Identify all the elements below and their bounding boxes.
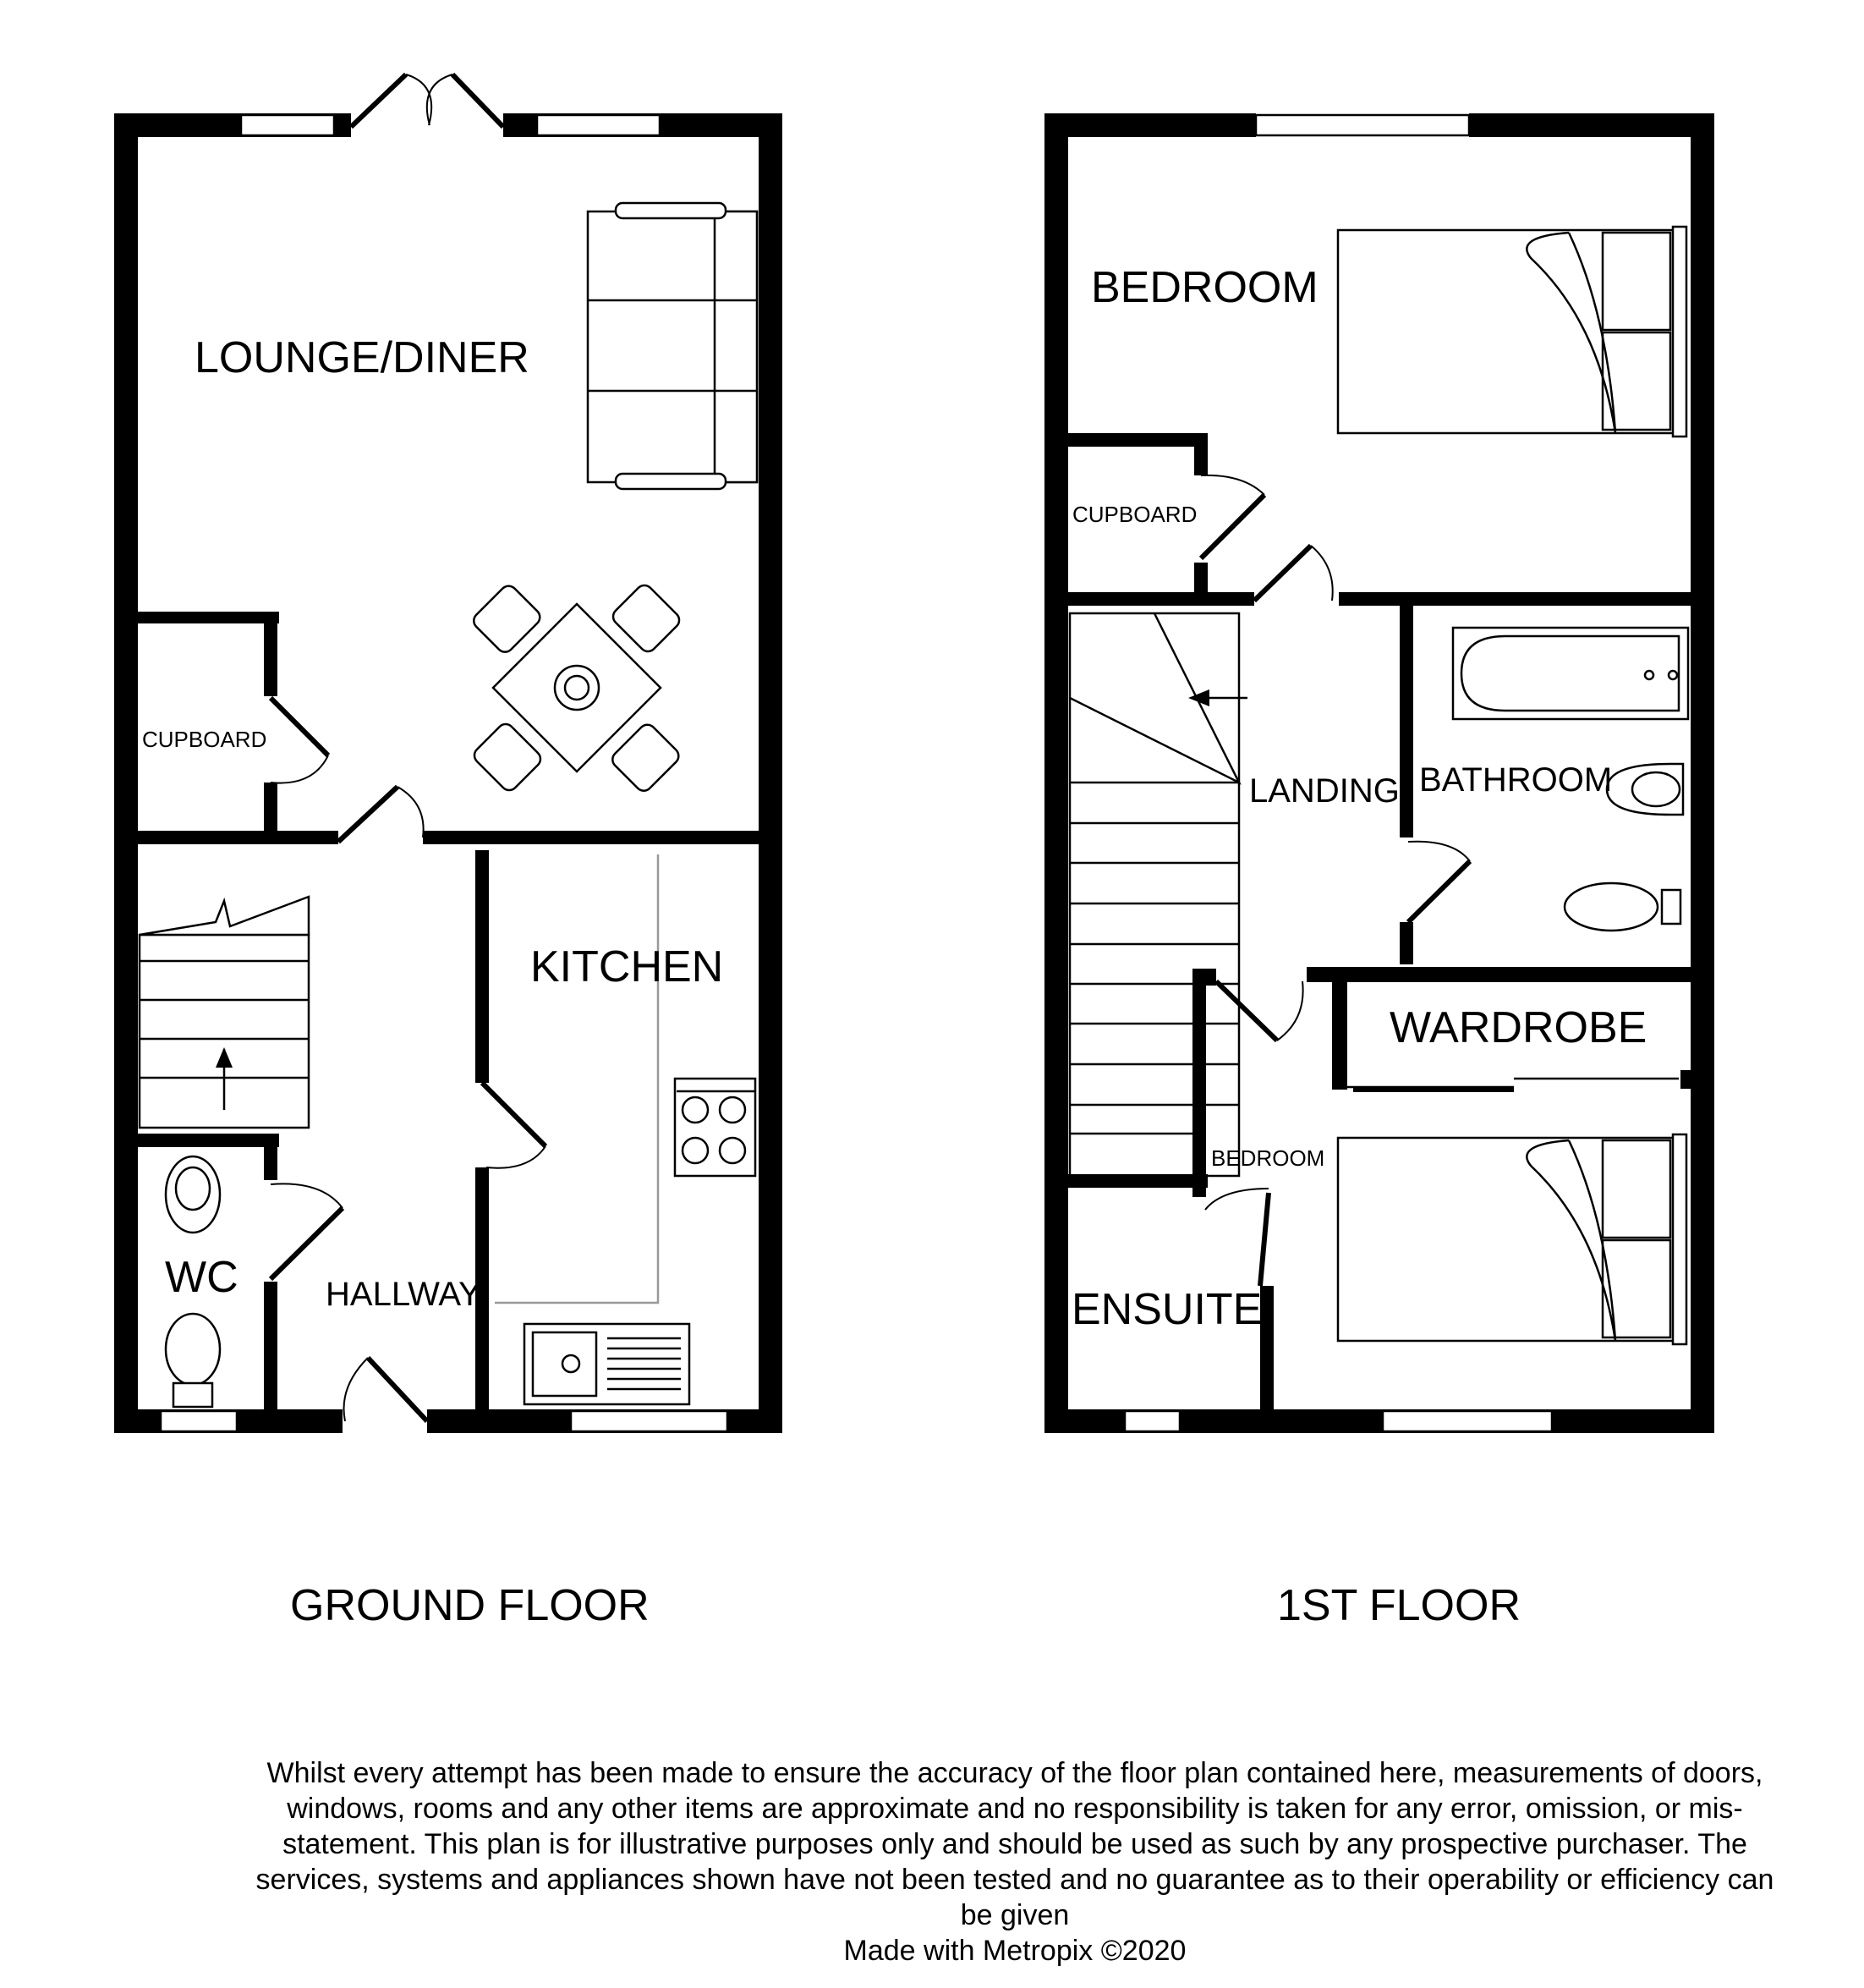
first-floor-plan	[1044, 113, 1714, 1433]
window	[1125, 1411, 1180, 1431]
window	[1256, 115, 1469, 135]
bath	[1453, 628, 1688, 719]
metropix-credit: Made with Metropix ©2020	[843, 1935, 1187, 1967]
room-label-bathroom: BATHROOM	[1419, 761, 1613, 799]
room-label-wc: WC	[165, 1253, 238, 1302]
room-label-kitchen: KITCHEN	[530, 942, 724, 991]
window	[241, 115, 334, 135]
double-bed	[1338, 1134, 1686, 1344]
double-bed	[1338, 227, 1686, 437]
room-label-bedroom: BEDROOM	[1091, 263, 1319, 312]
room-label-cupboard: CUPBOARD	[1072, 502, 1198, 527]
sofa	[588, 203, 757, 489]
ground-floor-title: GROUND FLOOR	[290, 1581, 650, 1630]
room-label-cupboard: CUPBOARD	[142, 727, 267, 752]
dining-table	[403, 514, 750, 861]
sink	[524, 1324, 689, 1404]
disclaimer	[245, 1755, 1785, 1969]
disclaimer-text: Whilst every attempt has been made to ensure the accuracy of the floor plan contained here, measurements of doors, windows, rooms and any other items are approximate and no responsibility is taken for any error, omission, or mis-statement. This plan is for illustrative purposes only and should be used as such by any prospective purchaser. The services, systems and appliances shown have not been tested and no guarantee as to their operability or efficiency can be given	[255, 1757, 1774, 1931]
room-label-wardrobe: WARDROBE	[1390, 1003, 1647, 1052]
room-label-lounge-diner: LOUNGE/DINER	[195, 333, 529, 382]
room-label-hallway: HALLWAY	[326, 1276, 481, 1313]
room-label-landing: LANDING	[1249, 772, 1400, 810]
basin	[166, 1156, 220, 1233]
window	[537, 115, 660, 135]
window	[1383, 1411, 1552, 1431]
window	[161, 1411, 237, 1431]
room-label-ensuite: ENSUITE	[1072, 1285, 1263, 1334]
hob	[675, 1079, 755, 1176]
basin	[1607, 764, 1683, 815]
window	[571, 1411, 727, 1431]
room-label-bedroom-2: BEDROOM	[1211, 1145, 1325, 1171]
first-floor-title: 1ST FLOOR	[1277, 1581, 1521, 1630]
ground-floor-plan	[114, 74, 782, 1433]
toilet	[166, 1314, 220, 1407]
toilet	[1565, 883, 1680, 931]
